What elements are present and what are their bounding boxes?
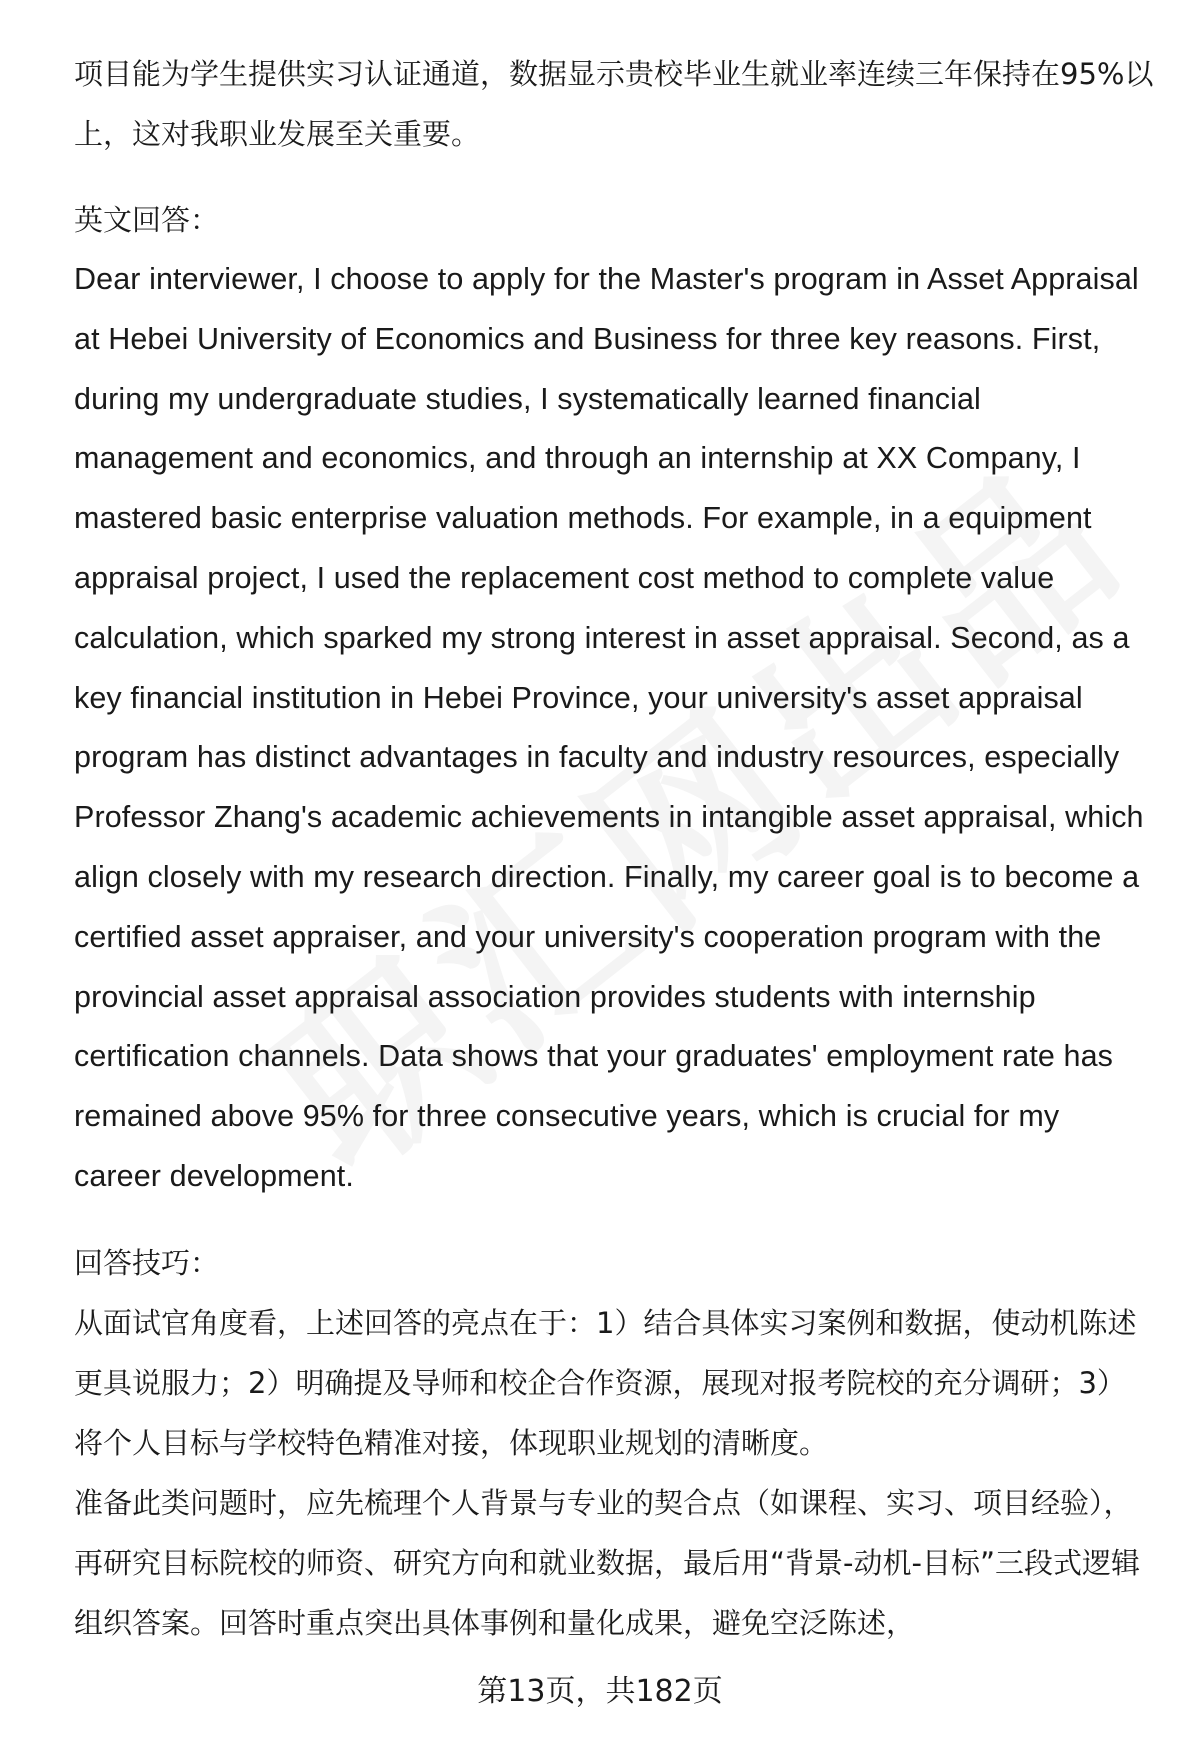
english-answer-heading: 英文回答： [74, 203, 220, 237]
spacer [74, 1207, 1154, 1233]
english-answer-body: Dear interviewer, I choose to apply for the Master's program in Asset Appraisal at Hebei University of Economics and Business for three key reasons. First, during my undergraduate studies, I systematically learned financial management and economics, and through an internship at XX Company, I mastered basic enterprise valuation methods. For example, in a equipment appraisal project, I used the replacement cost method to complete value calculation, which sparked my strong interest in asset appraisal. Second, as a key financial institution in Hebei Province, your university's asset appraisal program has distinct advantages in faculty and industry resources, especially Professor Zhang's academic achievements in intangible asset appraisal, which align closely with my research direction. Finally, my career goal is to become a certified asset appraiser, and your university's cooperation program with the provincial asset appraisal association provides students with internship certification channels. Data shows that your graduates' employment rate has remained above 95% for three consecutive years, which is crucial for my career development. [74, 262, 1144, 1193]
tips-paragraph-1: 从面试官角度看，上述回答的亮点在于：1）结合具体实习案例和数据，使动机陈述更具说服力；2）明确提及导师和校企合作资源，展现对报考院校的充分调研；3）将个人目标与学校特色精准对接，体现职业规划的清晰度。 [74, 1305, 1137, 1460]
page-number: 第13页，共182页 [477, 1674, 723, 1709]
intro-continuation: 项目能为学生提供实习认证通道，数据显示贵校毕业生就业率连续三年保持在95%以上，这对我职业发展至关重要。 [74, 57, 1154, 151]
tips-heading: 回答技巧： [74, 1245, 220, 1280]
document-page [74, 44, 1154, 1653]
spacer [74, 164, 1154, 190]
tips-paragraph-2: 准备此类问题时，应先梳理个人背景与专业的契合点（如课程、实习、项目经验），再研究目标院校的师资、研究方向和就业数据，最后用“背景-动机-目标”三段式逻辑组织答案。回答时重点突出具体事例和量化成果，避免空泛陈述， [74, 1485, 1140, 1640]
